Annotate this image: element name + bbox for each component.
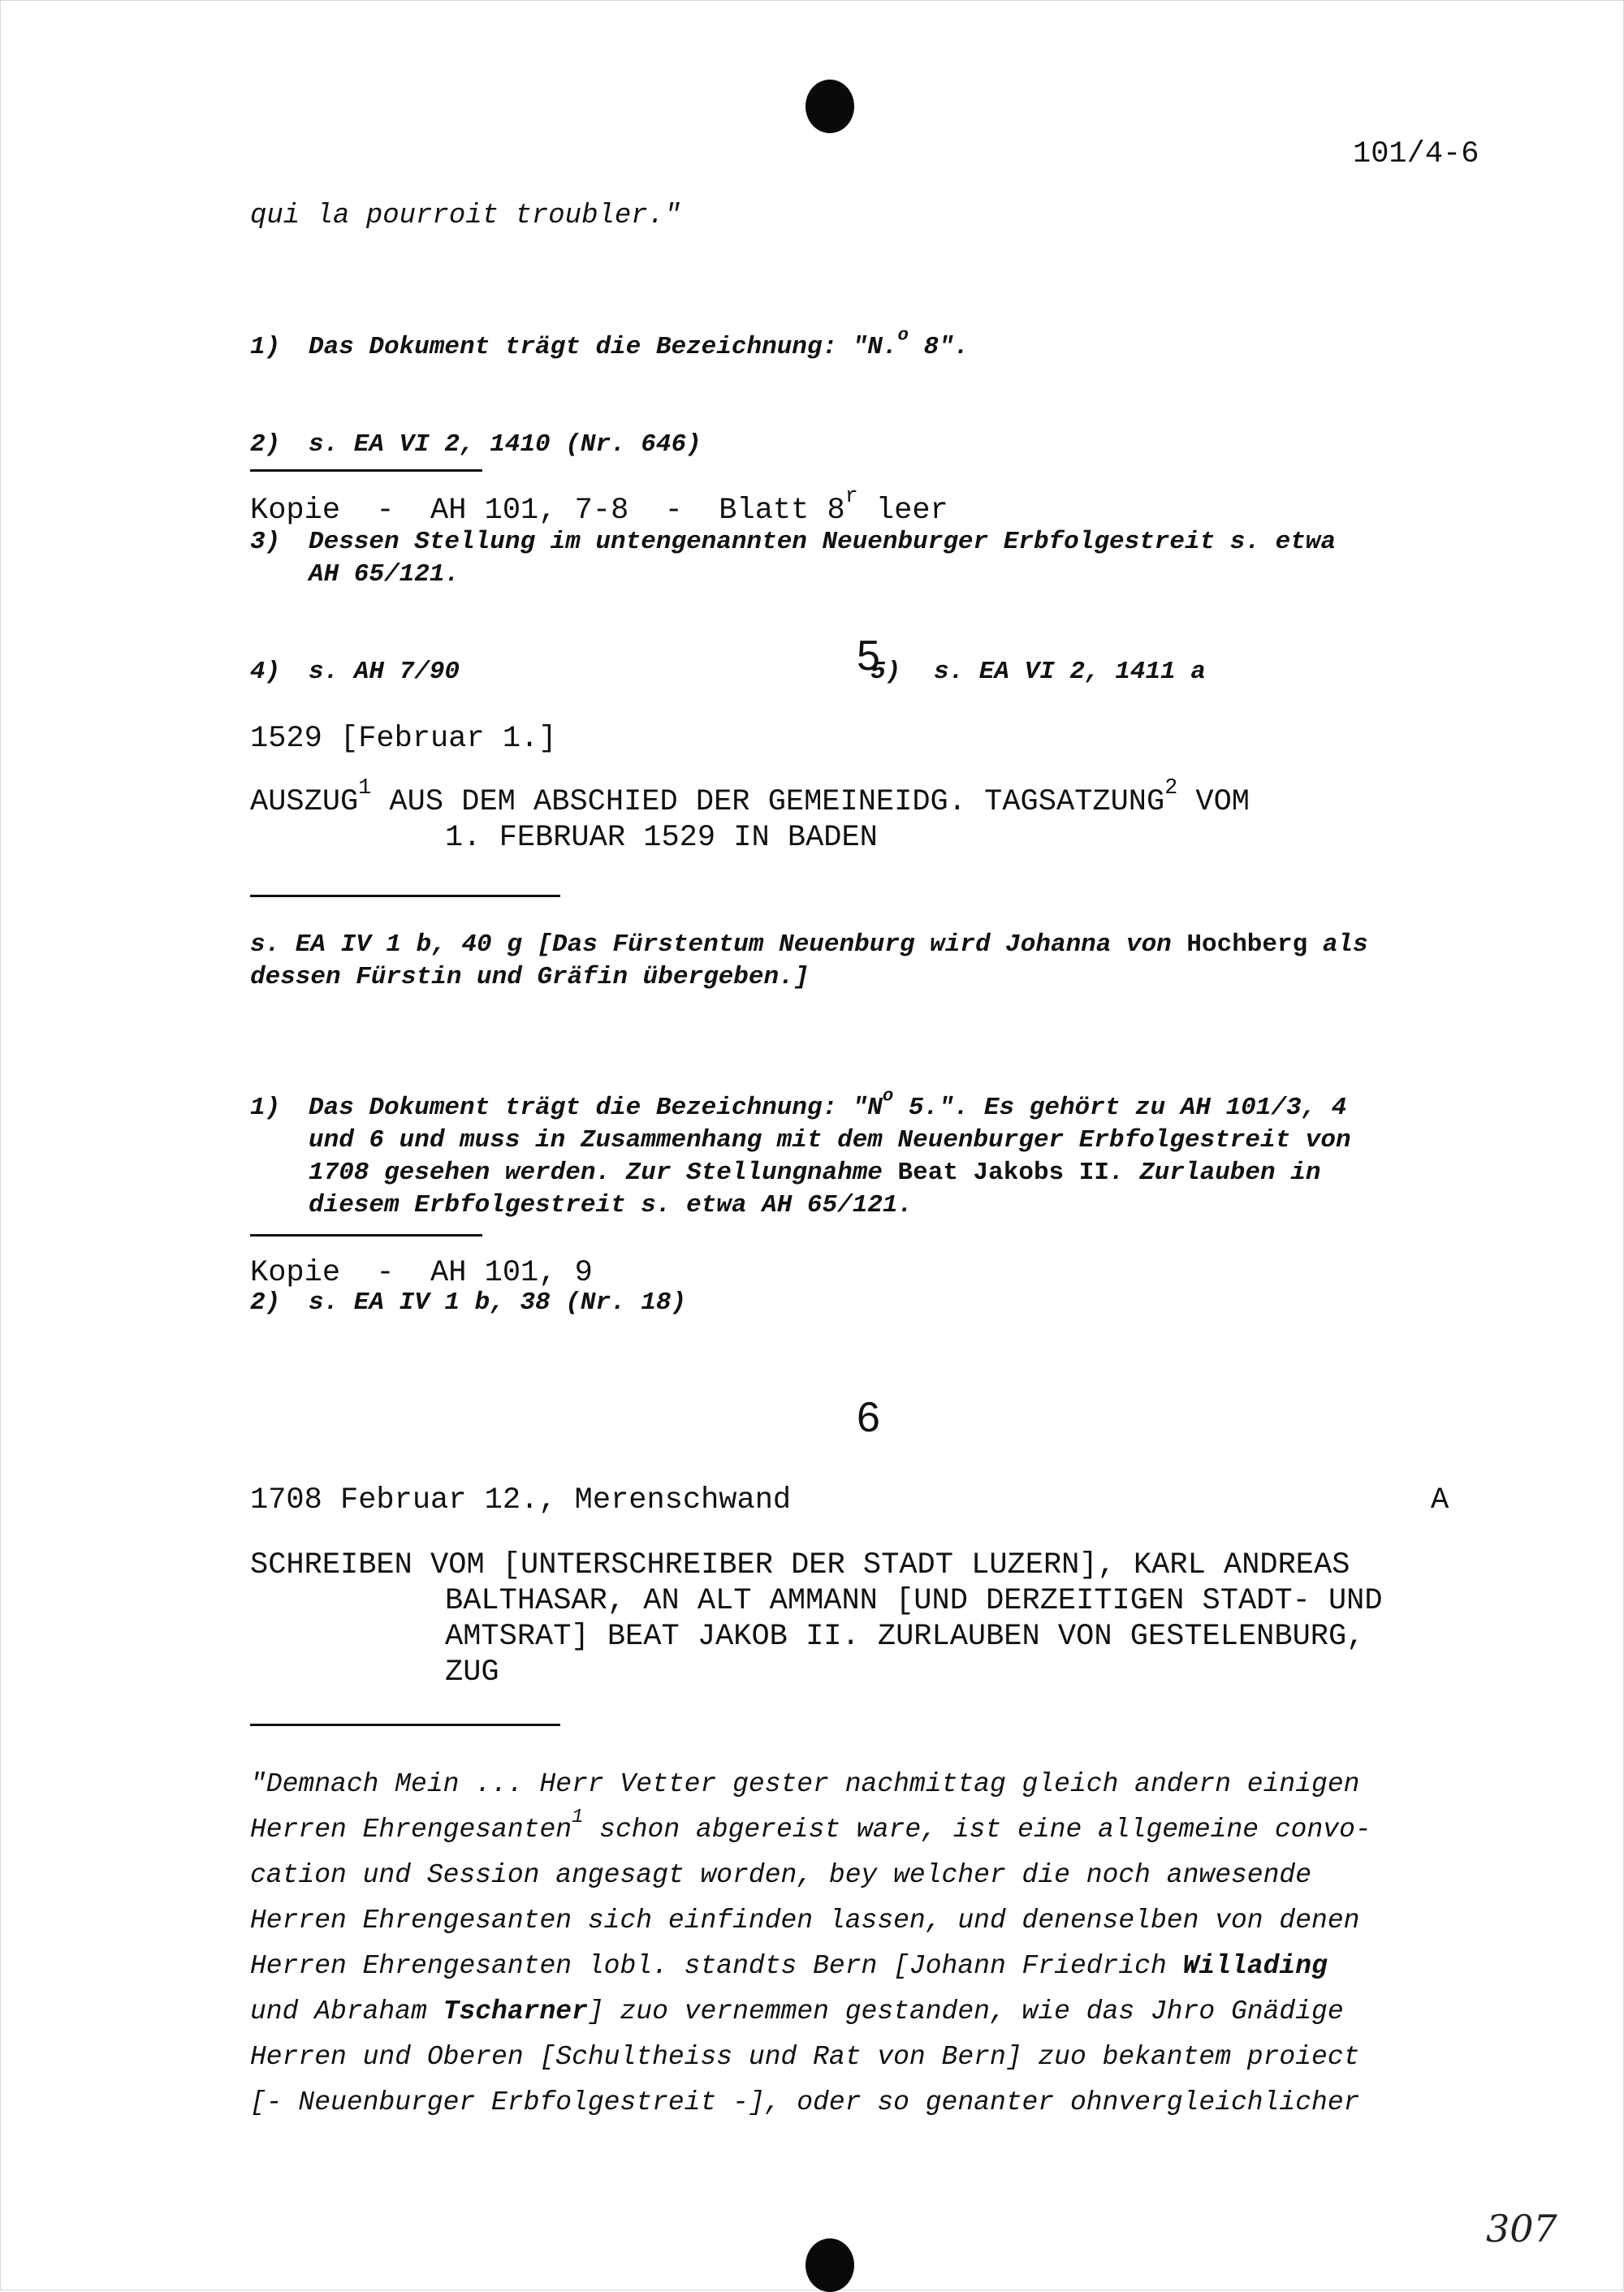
document-title: AUSZUG$^1$ AUS DEM ABSCHIED DER GEMEINEIDG. TAGSATZUNG$^2$ VOM 1. FEBRUAR 1529 IN BADEN: [250, 775, 1250, 855]
footnote-number: 5): [870, 658, 901, 686]
source-note: Kopie - AH 101, 9: [250, 1256, 593, 1290]
document-text: "Demnach Mein ... Herr Vetter gester nachmittag gleich andern einigen Herren Ehrengesanten$^1$ schon abgereist ware, ist eine allgemeine convo- cation und Session angesagt worden, bey welcher die noch anwesende Herren Ehrengesanten sich einfinden lassen, und denenselben von denen Herren Ehrengesanten lobl. standts Bern [Johann Friedrich Willading und Abraham Tscharner] zuo vernemmen gestanden, wie das Jhro Gnädige Herren und Oberen [Schultheiss und Rat von Bern] zuo bekantem proiect [- Neuenburger Erbfolgestreit -], oder so genanter ohnvergleichlicher: [250, 1769, 1371, 2117]
footnote-text: s. EA IV 1 b, 38 (Nr. 18): [309, 1288, 687, 1317]
footnote-text: s. EA VI 2, 1410 (Nr. 646): [309, 430, 702, 459]
regest: s. EA IV 1 b, 40 g [Das Fürstentum Neuenburg wird Johanna von Hochberg als dessen Fürstin und Gräfin übergeben.]: [250, 930, 1368, 991]
footnote-number: 1): [250, 1094, 281, 1122]
footnote-2: [250, 1287, 1351, 1319]
footnote-text: s. AH 7/90: [309, 658, 460, 686]
footnote-number: 3): [250, 528, 281, 556]
divider-rule: [250, 1234, 482, 1237]
document-date: 1529 [Februar 1.]: [250, 722, 557, 756]
source-note: Kopie - AH 101, 7-8 - Blatt 8$^r$ leer: [250, 484, 948, 528]
footnote-text: Das Dokument trägt die Bezeichnung: "$N^o$ 5.". Es gehört zu AH 101/3, 4 und 6 und muss in Zusammenhang mit dem Neuenburger Erbfolgestreit von 1708 gesehen werden. Zur Stellungnahme Beat Jakobs II. Zurlauben in diesem Erbfolgestreit s. etwa AH 65/121.: [309, 1085, 1351, 1219]
footnote-4-5: [250, 656, 1336, 688]
divider-rule: [250, 1724, 560, 1726]
document-title: SCHREIBEN VOM [UNTERSCHREIBER DER STADT LUZERN], KARL ANDREAS BALTHASAR, AN ALT AMMANN [UND DERZEITIGEN STADT- UND AMTSRAT] BEAT JAKOB II. ZURLAUBEN VON GESTELENBURG, ZUG: [250, 1548, 1383, 1690]
footnote-list-doc5: [250, 1027, 1351, 1352]
divider-rule: [250, 469, 482, 472]
divider-rule: [250, 895, 560, 897]
footnote-1: [250, 324, 1336, 364]
footnote-text: Dessen Stellung im untengenannten Neuenburger Erbfolgestreit s. etwa AH 65/121.: [309, 528, 1337, 589]
footnote-number: 2): [250, 430, 281, 459]
document-marker: A: [1431, 1483, 1449, 1517]
punch-hole-bottom: [806, 2238, 854, 2292]
page-reference: 101/4-6: [1353, 137, 1479, 171]
continued-quote: qui la pourroit troubler.": [250, 201, 681, 231]
footnote-number: 2): [250, 1288, 281, 1317]
punch-hole-top: [806, 80, 854, 133]
document-number: 5: [857, 632, 880, 680]
document-number: 6: [857, 1394, 880, 1441]
footnote-1: [250, 1085, 1351, 1222]
footnote-number: 4): [250, 658, 281, 686]
footnote-text: s. EA VI 2, 1411 a: [934, 658, 1206, 686]
handwritten-page-number: 307: [1486, 2207, 1557, 2251]
footnote-2: [250, 429, 1336, 461]
footnote-3: [250, 526, 1336, 591]
document-date: 1708 Februar 12., Merenschwand: [250, 1483, 792, 1517]
footnote-text: Das Dokument trägt die Bezeichnung: "N.$^o$ 8".: [309, 324, 970, 361]
footnote-number: 1): [250, 333, 281, 361]
